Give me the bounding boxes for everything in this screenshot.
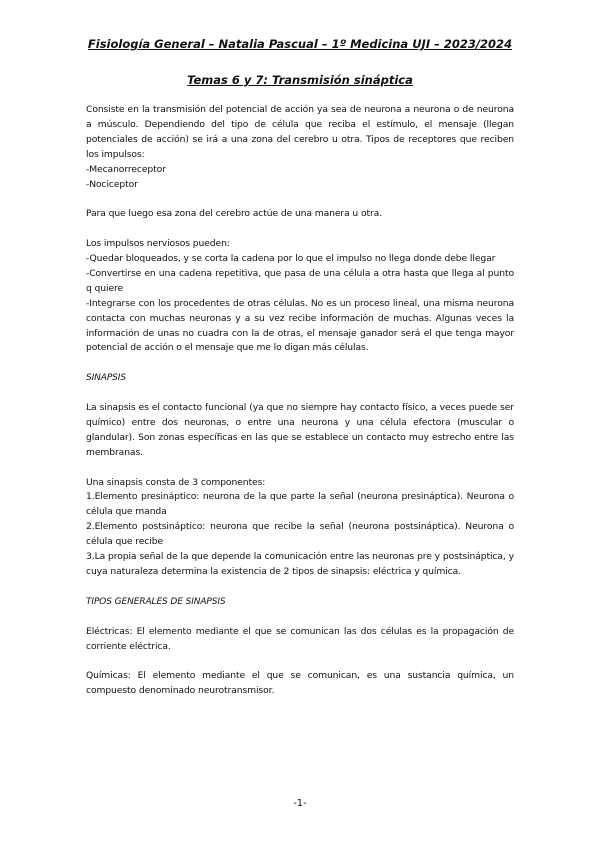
paragraph: Los impulsos nerviosos pueden: — [86, 238, 230, 250]
document-body — [86, 103, 514, 699]
list-item: -Integrarse con los procedentes de otras células. No es un proceso lineal, una misma neurona contacta con muchas neuronas y a su vez recibe información de muchas. Algunas veces la información de unas no cuadra con la de otras, el mensaje ganador será el que tenga mayor potencial de acción o el mensaje que me lo digan más células. — [86, 297, 514, 354]
section-heading-tipos: TIPOS GENERALES DE SINAPSIS — [86, 596, 226, 607]
paragraph: Eléctricas: El elemento mediante el que se comunican las dos células es la propagación de corriente eléctrica. — [86, 625, 514, 652]
paragraph: La sinapsis es el contacto funcional (ya que no siempre hay contacto físico, a veces puede ser químico) entre dos neuronas, o entre una neurona y una célula efectora (muscular o glandular). Son zonas específicas en las que se establece un contacto muy estrecho entre las membranas. — [86, 402, 514, 458]
list-item: -Quedar bloqueados, y se corta la cadena por lo que el impulso no llega donde debe llegar — [86, 253, 496, 265]
list-item: 1.Elemento presináptico: neurona de la que parte la señal (neurona presináptica). Neurona o célula que manda — [86, 491, 514, 518]
section-heading-sinapsis: SINAPSIS — [86, 373, 126, 384]
document-title: Temas 6 y 7: Transmisión sináptica — [187, 73, 413, 87]
list-item: -Nociceptor — [86, 178, 138, 190]
list-item: -Mecanorreceptor — [86, 163, 166, 175]
list-item: 2.Elemento postsináptico: neurona que recibe la señal (neurona postsináptica). Neurona o célula que recibe — [86, 521, 514, 548]
paragraph: Químicas: El elemento mediante el que se comunican, es una sustancia química, un compuesto denominado neurotransmisor. — [86, 670, 514, 697]
document-header: Fisiología General – Natalia Pascual – 1º Medicina UJI – 2023/2024 — [87, 37, 513, 51]
list-item: -Convertirse en una cadena repetitiva, que pasa de una célula a otra hasta que llega al punto q quiere — [86, 267, 514, 294]
paragraph: Para que luego esa zona del cerebro actúe de una manera u otra. — [86, 208, 383, 220]
paragraph: Una sinapsis consta de 3 componentes: — [86, 476, 266, 488]
page-number: -1- — [293, 798, 307, 809]
paragraph-intro: Consiste en la transmisión del potencial de acción ya sea de neurona a neurona o de neurona a músculo. Dependiendo del tipo de célula que reciba el estímulo, el mensaje (llegan potenciales de acción) se irá a una zona del cerebro u otra. Tipos de receptores que reciben los impulsos: — [86, 104, 514, 160]
list-item: 3.La propia señal de la que depende la comunicación entre las neuronas pre y postsináptica, y cuya naturaleza determina la existencia de 2 tipos de sinapsis: eléctrica y química. — [86, 551, 514, 578]
